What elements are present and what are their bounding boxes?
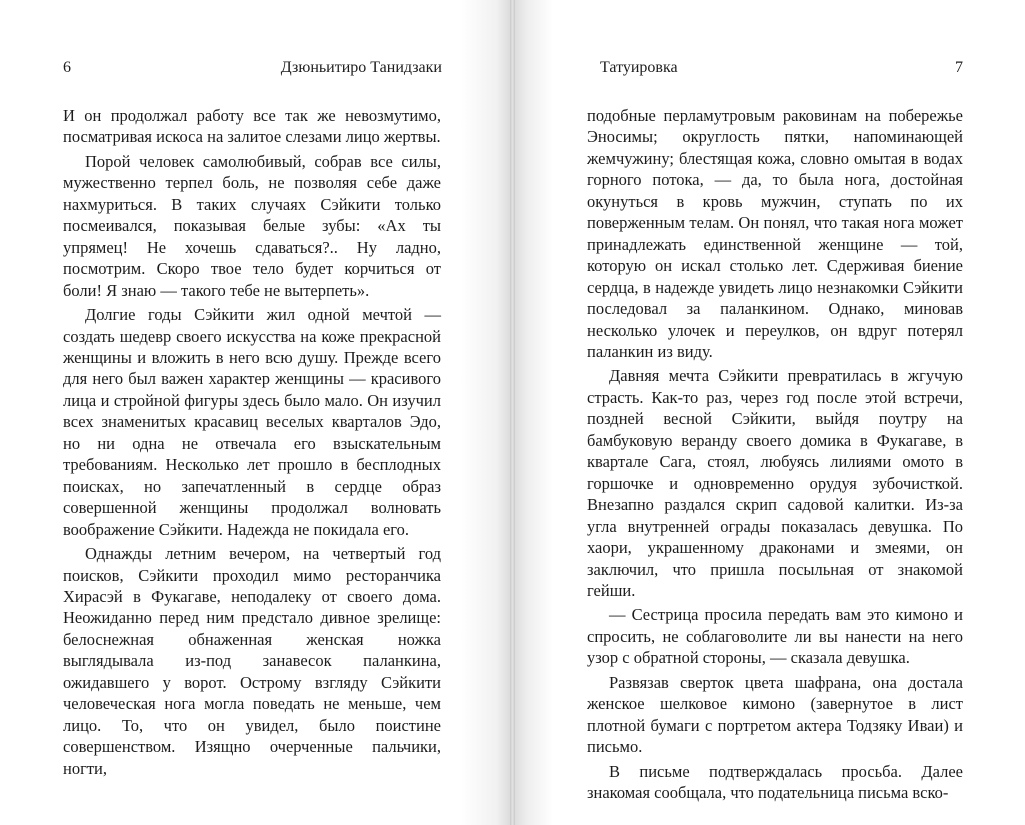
left-page-number: 6 (63, 59, 71, 76)
left-page (0, 0, 512, 825)
paragraph: Развязав сверток цвета шафрана, она достала женское шелковое кимоно (завернутое в лист плотной бумаги с портретом актера Тодзяку Иваи) и письмо. (587, 672, 963, 757)
right-page-number: 7 (955, 59, 963, 76)
book-spine-gutter (510, 0, 515, 825)
paragraph: Порой человек самолюбивый, собрав все силы, мужественно терпел боль, не позволяя себе даже нахмуриться. В таких случаях Сэйкити только посмеивался, показывая белые зубы: «Ах ты упрямец! Не хочешь сдаваться?.. Ну ладно, посмотрим. Скоро твое тело будет корчиться от боли! Я знаю — такого тебе не вытерпеть». (63, 151, 441, 300)
left-running-head: Дзюньитиро Танидзаки (280, 59, 442, 76)
paragraph: подобные перламутровым раковинам на побережье Эносимы; округлость пятки, напоминающей жемчужину; блестящая кожа, словно омытая в водах горного потока, — да, то была нога, достойная окунуться в кровь мужчин, ступать по их поверженным телам. Он понял, что такая нога может принадлежать единственной женщине — той, которую он искал столько лет. Сдерживая биение сердца, в надежде увидеть лицо незнакомки Сэйкити последовал за паланкином. Однако, миновав несколько улочек и переулков, он вдруг потерял паланкин из виду. (587, 106, 963, 361)
right-running-head: Татуировка (600, 59, 678, 76)
paragraph: Давняя мечта Сэйкити превратилась в жгучую страсть. Как-то раз, через год после этой встречи, поздней весной Сэйкити, выйдя поутру на бамбуковую веранду своего домика в Фукагаве, в квартале Сага, стоял, любуясь лилиями омото в горшочке и одновременно орудуя зубочисткой. Внезапно раздался скрип садовой калитки. Из-за угла внутренней ограды показалась девушка. По хаори, украшенному драконами и змеями, он заключил, что пришла посыльная от знакомой гейши. (587, 366, 963, 600)
paragraph: — Сестрица просила передать вам это кимоно и спросить, не соблаговолите ли вы нанести на него узор с обратной стороны, — сказала девушка. (587, 605, 963, 668)
right-page-text (587, 105, 963, 804)
paragraph: И он продолжал работу все так же невозмутимо, посматривая искоса на залитое слезами лицо жертвы. (63, 106, 441, 147)
paragraph: Долгие годы Сэйкити жил одной мечтой — создать шедевр своего искусства на коже прекрасной женщины и вложить в него всю душу. Прежде всего для него был важен характер женщины — красивого лица и стройной фигуры здесь было мало. Он изучил всех знаменитых красавиц веселых кварталов Эдо, но ни одна не отвечала его взыскательным требованиям. Несколько лет прошло в бесплодных поисках, но запечатленный в сердце образ совершенной женщины продолжал волновать воображение Сэйкити. Надежда не покидала его. (63, 305, 441, 539)
paragraph: Однажды летним вечером, на четвертый год поисков, Сэйкити проходил мимо ресторанчика Хирасэй в Фукагаве, неподалеку от своего дома. Неожиданно перед ним предстало дивное зрелище: белоснежная обнаженная женская ножка выглядывала из-под занавесок паланкина, ожидавшего у ворот. Острому взгляду Сэйкити человеческая нога могла поведать не меньше, чем лицо. То, что он увидел, было поистине совершенством. Изящно очерченные пальчики, ногти, (63, 544, 441, 778)
paragraph: В письме подтверждалась просьба. Далее знакомая сообщала, что подательница письма вско- (587, 761, 963, 803)
left-page-text (63, 105, 441, 779)
right-page (512, 0, 1024, 825)
